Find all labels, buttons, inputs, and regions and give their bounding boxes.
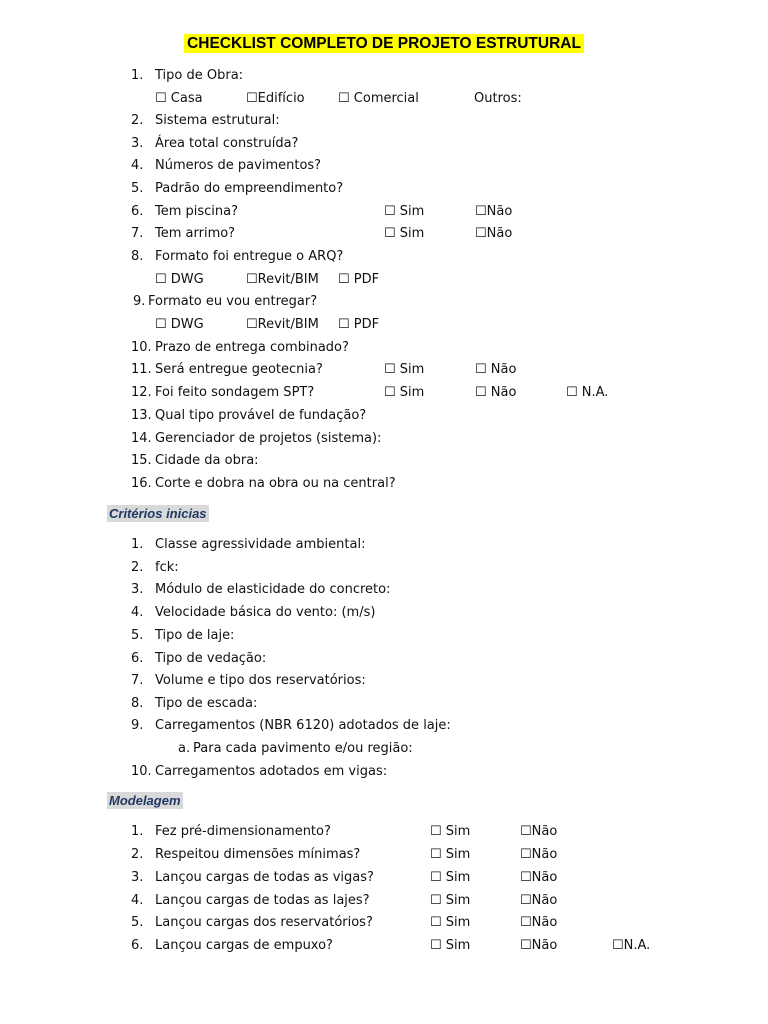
item-number: 5. [131,181,144,196]
item-number: 7. [131,226,144,241]
title-text: CHECKLIST COMPLETO DE PROJETO ESTRUTURAL [184,34,584,53]
item-label: Corte e dobra na obra ou na central? [155,476,396,491]
item-label: Padrão do empreendimento? [155,181,344,196]
item-number: a. [178,741,191,756]
item-label: Respeitou dimensões mínimas? [155,847,361,862]
item-number: 2. [131,113,144,128]
checkbox-sim[interactable]: ☐ Sim [430,870,471,885]
item-label: Tipo de Obra: [155,68,244,83]
checkbox-sim[interactable]: ☐ Sim [430,938,471,953]
item-number: 6. [131,938,144,953]
item-number: 6. [131,204,144,219]
checkbox-nao[interactable]: ☐Não [520,824,558,839]
item-label: Volume e tipo dos reservatórios: [155,673,366,688]
item-label: Fez pré-dimensionamento? [155,824,331,839]
checkbox-dwg[interactable]: ☐ DWG [155,317,204,332]
item-number: 12. [131,385,152,400]
checkbox-nao[interactable]: ☐Não [520,847,558,862]
checkbox-nao[interactable]: ☐Não [520,938,558,953]
checkbox-sim[interactable]: ☐ Sim [430,847,471,862]
item-label: Classe agressividade ambiental: [155,537,366,552]
item-number: 4. [131,893,144,908]
item-label: Tipo de laje: [155,628,235,643]
item-number: 5. [131,915,144,930]
checkbox-revit-bim[interactable]: ☐Revit/BIM [246,272,319,287]
checkbox-nao[interactable]: ☐Não [520,870,558,885]
checkbox-dwg[interactable]: ☐ DWG [155,272,204,287]
item-label: Tem arrimo? [155,226,236,241]
item-number: 4. [131,605,144,620]
outros-label: Outros: [474,91,522,106]
checkbox-sim[interactable]: ☐ Sim [430,915,471,930]
item-label: Tem piscina? [155,204,239,219]
item-label: Para cada pavimento e/ou região: [193,741,413,756]
item-number: 1. [131,824,144,839]
heading-text: Modelagem [109,793,181,808]
item-label: Gerenciador de projetos (sistema): [155,431,382,446]
item-number: 6. [131,651,144,666]
item-number: 1. [131,537,144,552]
item-number: 7. [131,673,144,688]
item-number: 3. [131,136,144,151]
item-label: Cidade da obra: [155,453,259,468]
checkbox-nao[interactable]: ☐Não [520,915,558,930]
item-number: 9. [131,718,144,733]
checkbox-pdf[interactable]: ☐ PDF [338,317,380,332]
item-number: 16. [131,476,152,491]
checkbox-sim[interactable]: ☐ Sim [384,385,425,400]
item-number: 8. [131,696,144,711]
item-number: 11. [131,362,152,377]
checkbox-nao[interactable]: ☐ Não [475,362,517,377]
checkbox-revit-bim[interactable]: ☐Revit/BIM [246,317,319,332]
item-number: 3. [131,582,144,597]
checkbox-sim[interactable]: ☐ Sim [384,362,425,377]
item-number: 4. [131,158,144,173]
checkbox-nao[interactable]: ☐ Não [475,385,517,400]
item-number: 10. [131,764,152,779]
item-label: Lançou cargas dos reservatórios? [155,915,373,930]
item-number: 5. [131,628,144,643]
item-number: 10. [131,340,152,355]
checkbox-sim[interactable]: ☐ Sim [384,204,425,219]
checkbox-na[interactable]: ☐ N.A. [566,385,609,400]
item-number: 9. [133,294,146,309]
item-label: Lançou cargas de todas as vigas? [155,870,374,885]
item-number: 15. [131,453,152,468]
item-label: Formato foi entregue o ARQ? [155,249,344,264]
item-label: Módulo de elasticidade do concreto: [155,582,391,597]
item-number: 8. [131,249,144,264]
item-label: Qual tipo provável de fundação? [155,408,367,423]
checkbox-sim[interactable]: ☐ Sim [430,893,471,908]
checkbox-nao[interactable]: ☐Não [520,893,558,908]
item-label: Números de pavimentos? [155,158,322,173]
item-number: 3. [131,870,144,885]
checkbox-comercial[interactable]: ☐ Comercial [338,91,419,106]
item-label: Carregamentos adotados em vigas: [155,764,388,779]
item-label: Formato eu vou entregar? [148,294,318,309]
item-label: Será entregue geotecnia? [155,362,323,377]
checkbox-nao[interactable]: ☐Não [475,226,513,241]
item-label: Foi feito sondagem SPT? [155,385,315,400]
item-label: Velocidade básica do vento: (m/s) [155,605,376,620]
document-title [0,35,768,53]
item-label: Prazo de entrega combinado? [155,340,349,355]
item-label: Tipo de vedação: [155,651,267,666]
checkbox-sim[interactable]: ☐ Sim [430,824,471,839]
item-number: 2. [131,847,144,862]
checkbox-edificio[interactable]: ☐Edifício [246,91,305,106]
section-heading-criterios [107,504,209,524]
section-heading-modelagem [107,791,183,811]
item-label: Carregamentos (NBR 6120) adotados de laje: [155,718,451,733]
item-label: Sistema estrutural: [155,113,280,128]
item-label: Lançou cargas de empuxo? [155,938,333,953]
checkbox-casa[interactable]: ☐ Casa [155,91,203,106]
item-label: fck: [155,560,179,575]
item-number: 13. [131,408,152,423]
item-label: Área total construída? [155,136,299,151]
item-number: 1. [131,68,144,83]
item-number: 14. [131,431,152,446]
item-label: Lançou cargas de todas as lajes? [155,893,370,908]
checkbox-sim[interactable]: ☐ Sim [384,226,425,241]
heading-text: Critérios inicias [109,506,207,521]
item-label: Tipo de escada: [155,696,258,711]
item-number: 2. [131,560,144,575]
checkbox-na[interactable]: ☐N.A. [612,938,651,953]
checkbox-nao[interactable]: ☐Não [475,204,513,219]
checkbox-pdf[interactable]: ☐ PDF [338,272,380,287]
